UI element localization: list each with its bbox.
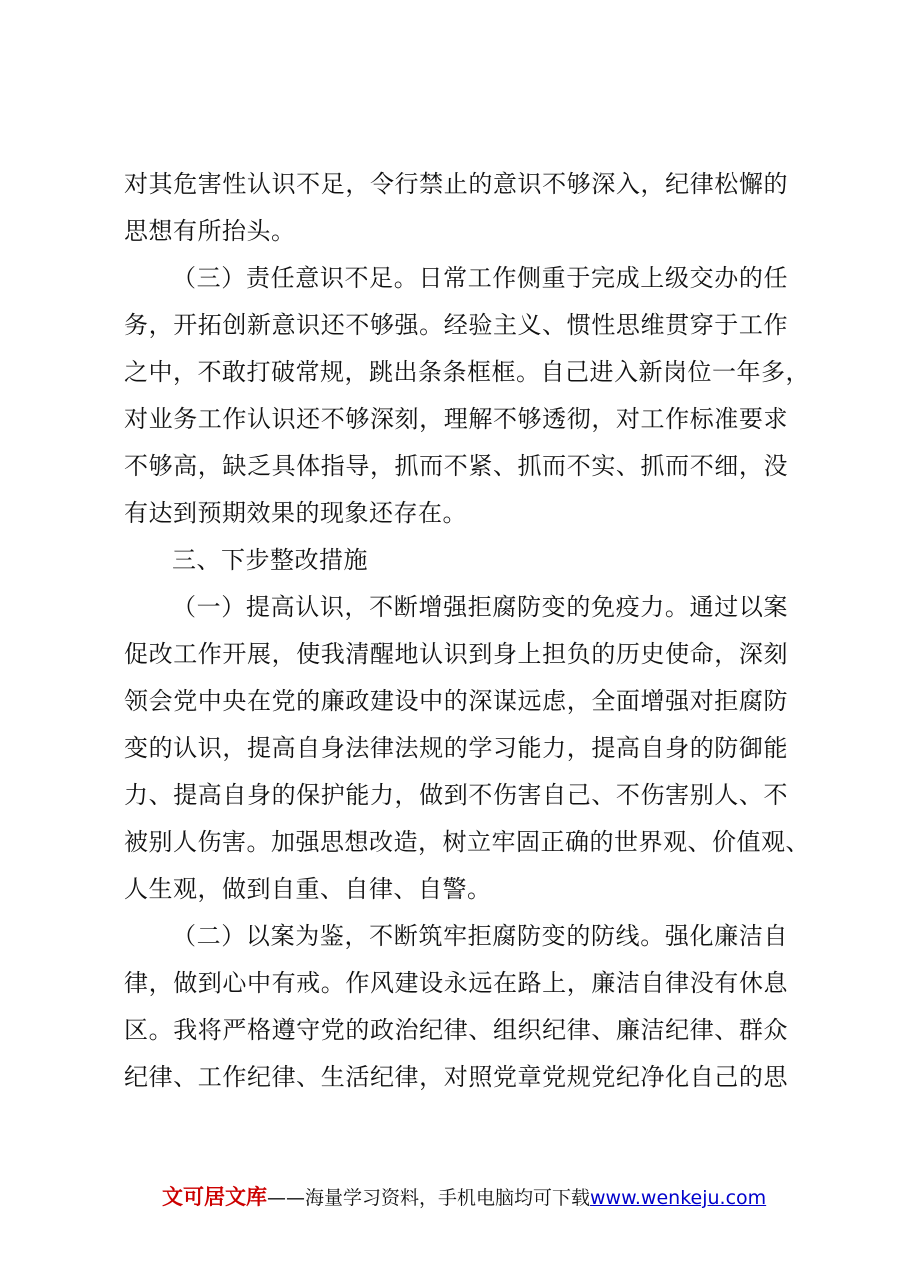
text-line: 被别人伤害。加强思想改造，树立牢固正确的世界观、价值观、 — [124, 828, 810, 856]
text-line: （二）以案为鉴，不断筑牢拒腐防变的防线。强化廉洁自 — [172, 922, 788, 950]
text-line: 有达到预期效果的现象还存在。 — [124, 499, 467, 527]
footer-brand: 文可居文库 — [162, 1185, 267, 1209]
footer-banner — [162, 1183, 766, 1211]
text-line: 律，做到心中有戒。作风建设永远在路上，廉洁自律没有休息 — [124, 969, 788, 997]
text-line: 变的认识，提高自身法律法规的学习能力，提高自身的防御能 — [124, 734, 788, 762]
text-line: 务，开拓创新意识还不够强。经验主义、惯性思维贯穿于工作 — [124, 311, 788, 339]
footer-slogan: ——海量学习资料，手机电脑均可下载 — [267, 1187, 591, 1209]
text-line: 力、提高自身的保护能力，做到不伤害自己、不伤害别人、不 — [124, 781, 788, 809]
text-line: 区。我将严格遵守党的政治纪律、组织纪律、廉洁纪律、群众 — [124, 1016, 788, 1044]
text-line: 对业务工作认识还不够深刻，理解不够透彻，对工作标准要求 — [124, 405, 788, 433]
text-line: （一）提高认识，不断增强拒腐防变的免疫力。通过以案 — [172, 593, 788, 621]
section-heading: 三、下步整改措施 — [172, 546, 368, 574]
text-line: 对其危害性认识不足，令行禁止的意识不够深入，纪律松懈的 — [124, 170, 788, 198]
text-line: 思想有所抬头。 — [124, 217, 296, 245]
document-body — [124, 161, 810, 1101]
text-line: 促改工作开展，使我清醒地认识到身上担负的历史使命，深刻 — [124, 640, 788, 668]
text-line: 人生观，做到自重、自律、自警。 — [124, 875, 492, 903]
text-line: 不够高，缺乏具体指导，抓而不紧、抓而不实、抓而不细，没 — [124, 452, 788, 480]
text-line: 纪律、工作纪律、生活纪律，对照党章党规党纪净化自己的思 — [124, 1063, 788, 1091]
text-line: 领会党中央在党的廉政建设中的深谋远虑，全面增强对拒腐防 — [124, 687, 788, 715]
text-line: （三）责任意识不足。日常工作侧重于完成上级交办的任 — [172, 264, 788, 292]
text-line: 之中，不敢打破常规，跳出条条框框。自己进入新岗位一年多， — [124, 358, 810, 386]
footer-site-link[interactable]: www.wenkeju.com — [590, 1187, 767, 1209]
